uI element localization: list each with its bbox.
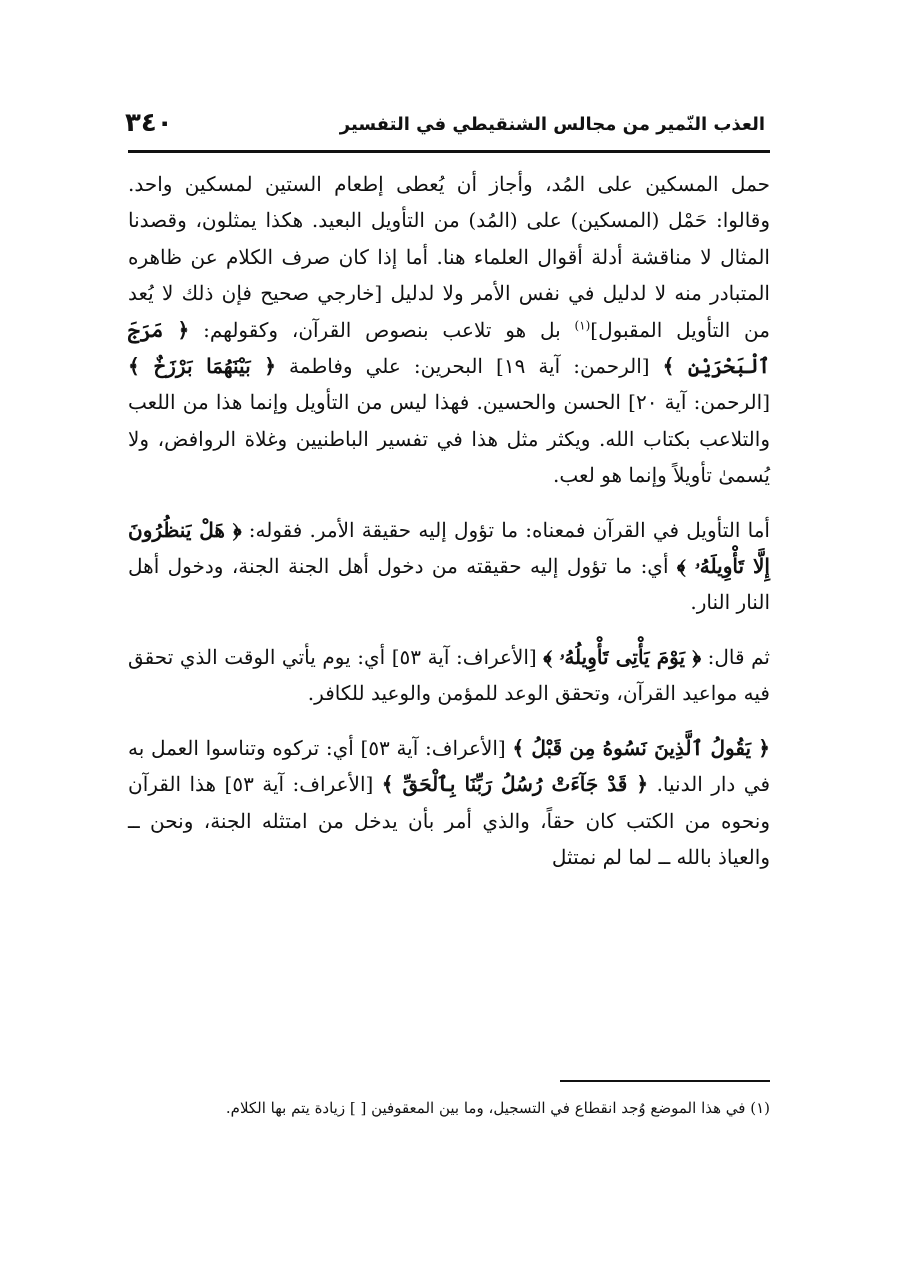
text-segment: أي: ما تؤول إليه حقيقته من دخول أهل الجنة الجنة، ودخول أهل النار النار. [128, 554, 770, 615]
footnote [128, 1093, 770, 1123]
quran-verse: ﴿ هَلْ يَنظُرُونَ إِلَّا تَأْوِيلَهُۥ ﴾ [128, 517, 770, 579]
book-title: العذب النّمير من مجالس الشنقيطي في التفسير [339, 114, 765, 135]
page-number: ٣٤٠ [125, 108, 173, 138]
quran-verse: ﴿ يَقُولُ ٱلَّذِينَ نَسُوهُ مِن قَبْلُ ﴾ [512, 735, 771, 760]
footnote-marker: (١) [574, 317, 591, 332]
quran-verse: ﴿ يَوْمَ يَأْتِى تَأْوِيلُهُۥ ﴾ [543, 644, 702, 669]
quran-verse: ﴿ بَيْنَهُمَا بَرْزَخٌ ﴾ [128, 354, 277, 379]
paragraph [128, 730, 770, 876]
paragraph [128, 639, 770, 712]
paragraph [128, 512, 770, 621]
main-text [128, 166, 770, 875]
text-segment: بل هو تلاعب بنصوص القرآن، وكقولهم: [189, 317, 575, 342]
header-divider [128, 150, 770, 153]
footnote-divider [560, 1080, 770, 1082]
paragraph [128, 166, 770, 494]
running-header [125, 108, 765, 148]
text-segment: [الرحمن: آية ١٩] البحرين: علي وفاطمة [276, 354, 663, 379]
footnote-text: (١) في هذا الموضع وُجد انقطاع في التسجيل، وما بين المعقوفين [ ] زيادة يتم بها الكلام. [225, 1099, 770, 1117]
quran-verse: ﴿ قَدْ جَآءَتْ رُسُلُ رَبِّنَا بِٱلْحَقِّ ﴾ [381, 772, 649, 797]
text-segment: [الأعراف: آية ٥٣] أي: يوم يأتي الوقت الذي تحقق فيه مواعيد القرآن، وتحقق الوعد للمؤمن والوعيد للكافر. [128, 644, 770, 706]
text-segment: ثم قال: [701, 644, 770, 669]
text-segment: [الأعراف: آية ٥٣] أي: تركوه وتناسوا العمل به في دار الدنيا. [128, 735, 771, 797]
quran-verse: ﴿ مَرَجَ ٱلْبَحْرَيْنِ ﴾ [128, 317, 771, 379]
text-segment: حمل المسكين على المُد، وأجاز أن يُعطى إطعام الستين لمسكين واحد. وقالوا: حَمْل (المسكين) على (المُد) من التأويل البعيد. هكذا يمثلون، وقصدنا المثال لا مناقشة أدلة أقوال العلماء هنا. أما إذا كان صرف الكلام عن ظاهره المتبادر منه لا لدليل في نفس الأمر ولا لدليل [خارجي صحيح فإن ذلك لا يُعد من التأويل المقبول] [128, 172, 771, 342]
text-segment: [الأعراف: آية ٥٣] هذا القرآن ونحوه من الكتب كان حقاً، والذي أمر بأن يدخل من امتثله الجنة، ونحن ــ والعياذ بالله ــ لما لم نمتثل [128, 772, 770, 869]
text-segment: أما التأويل في القرآن فمعناه: ما تؤول إليه حقيقة الأمر. فقوله: [241, 517, 770, 542]
text-segment: [الرحمن: آية ٢٠] الحسن والحسين. فهذا ليس من التأويل وإنما هذا من اللعب والتلاعب بكتاب الله. ويكثر مثل هذا في تفسير الباطنيين وغلاة الروافض، ولا يُسمىٰ تأويلاً وإنما هو لعب. [128, 390, 771, 488]
